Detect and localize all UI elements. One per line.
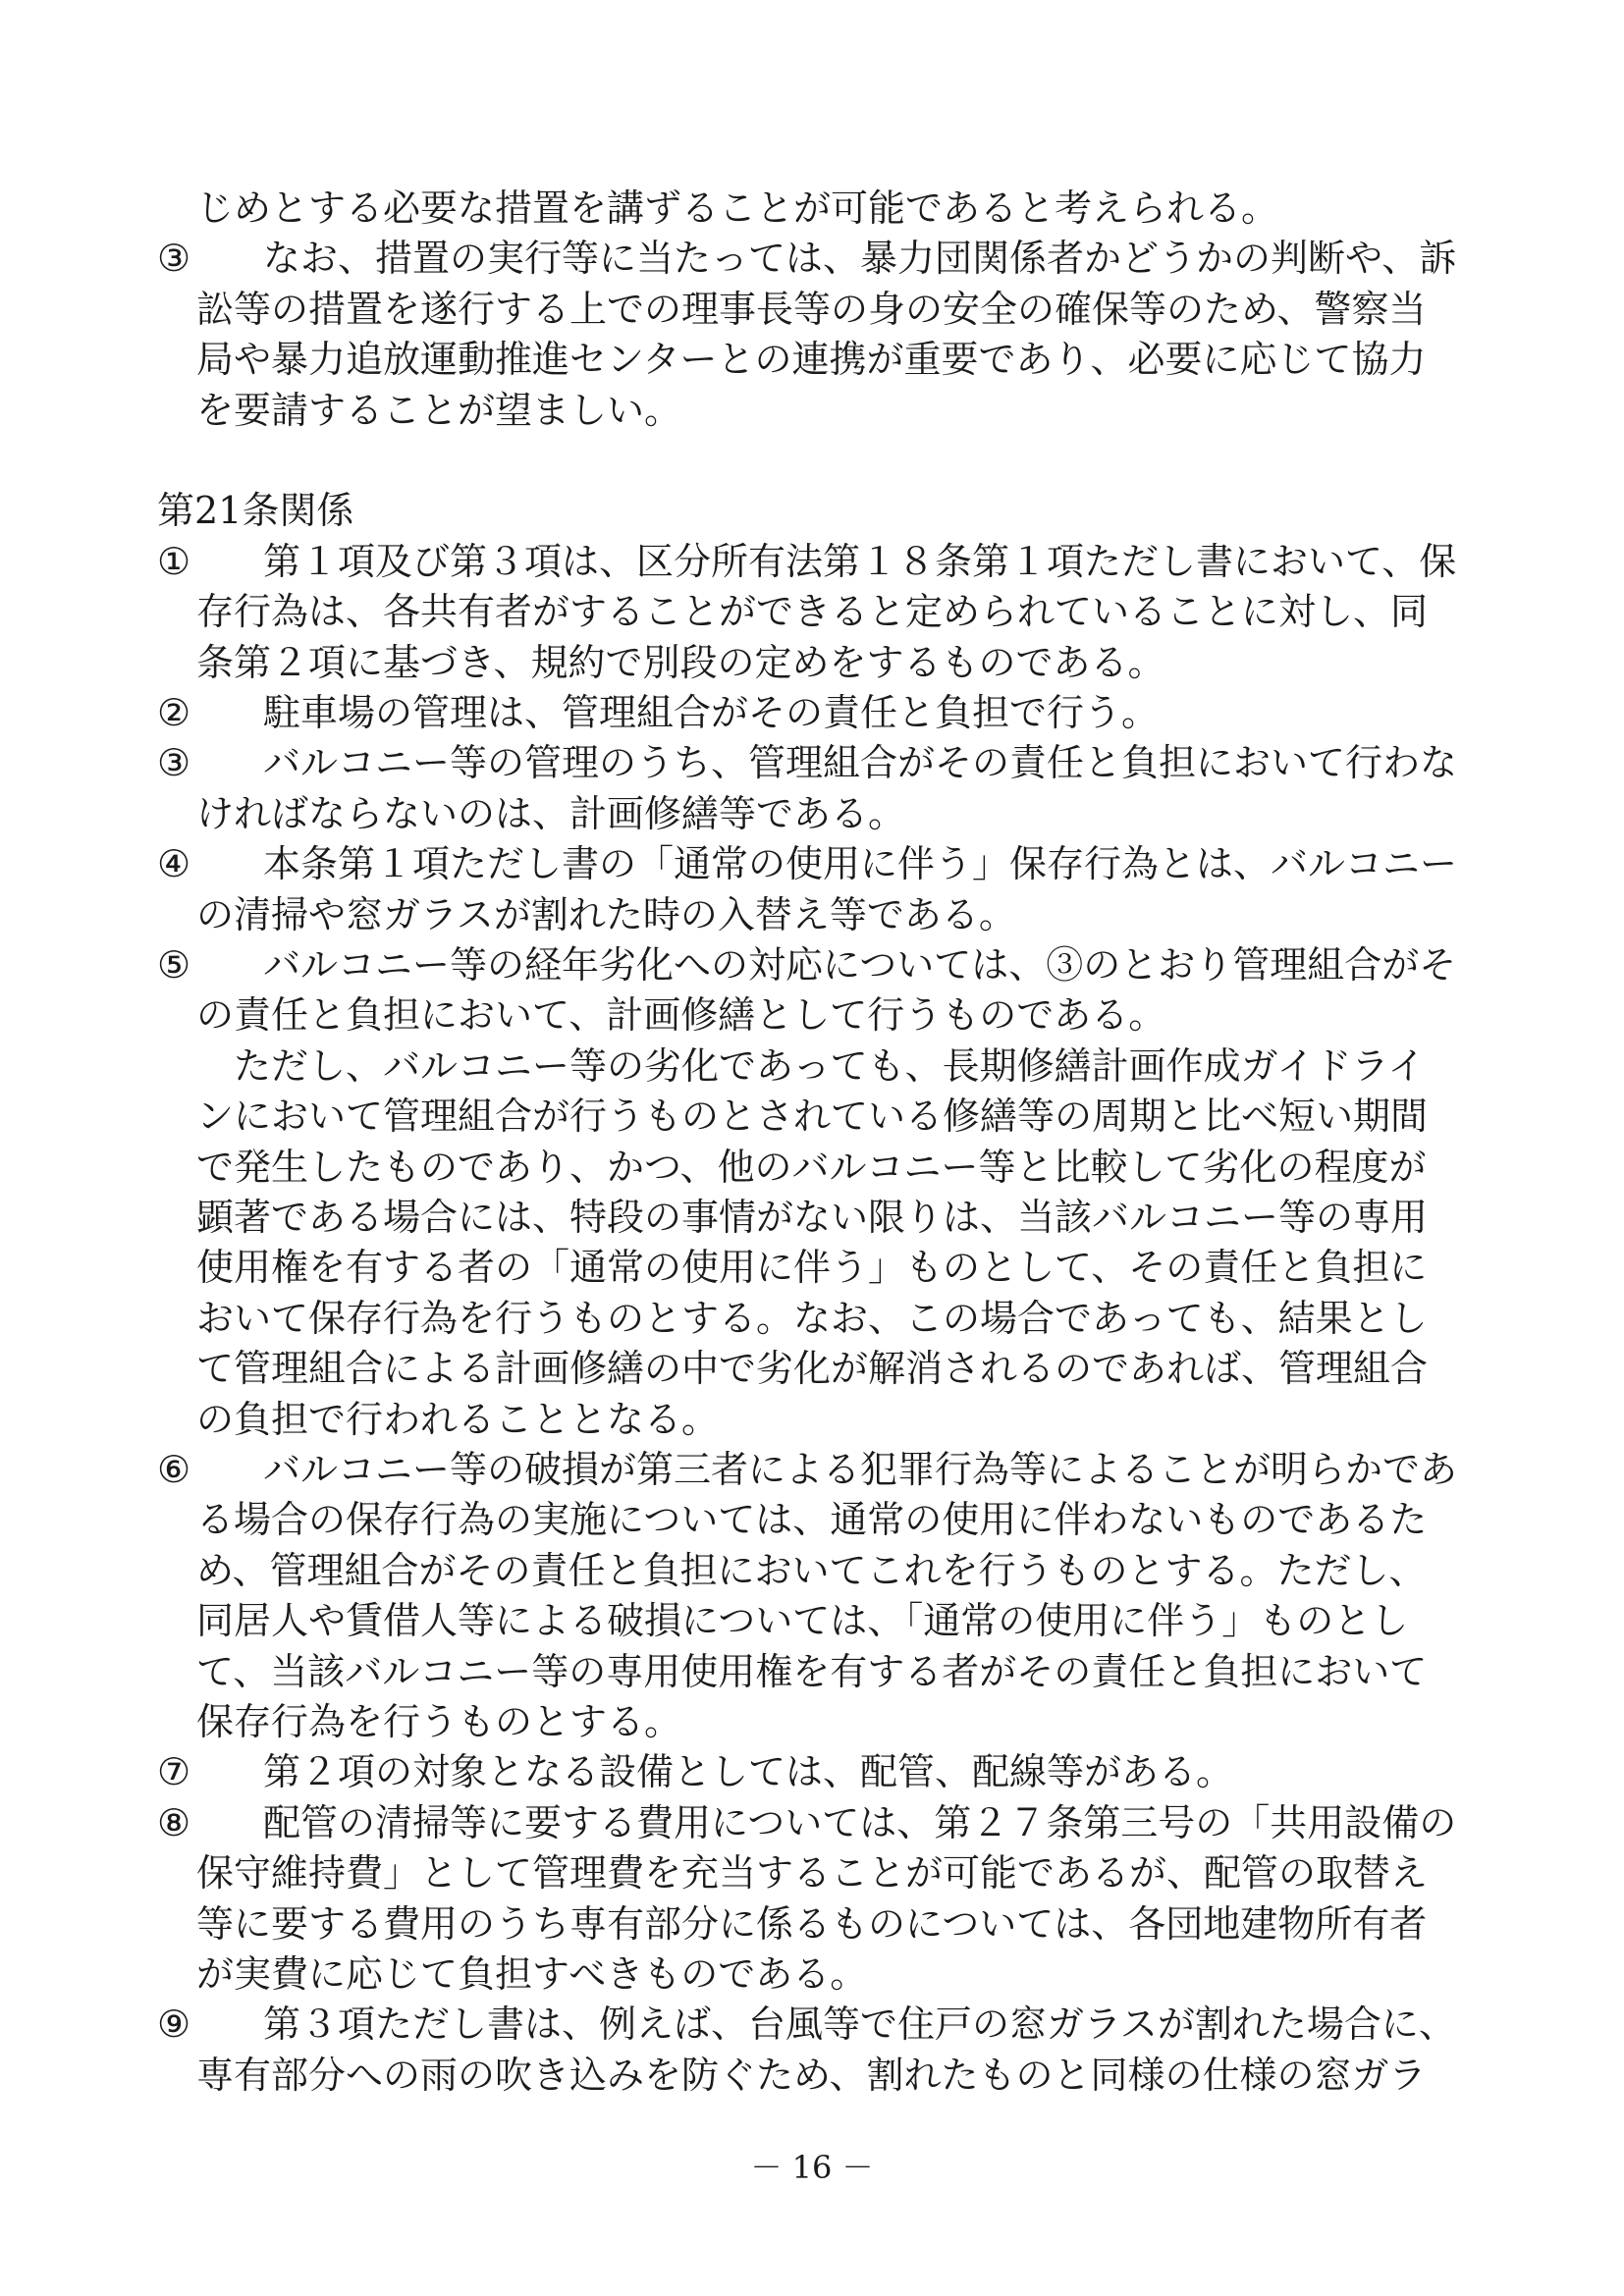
item-number: ② (157, 691, 191, 734)
text-line (157, 741, 1457, 784)
text-line (157, 1448, 1457, 1491)
item-number: ⑤ (157, 943, 191, 987)
line-text: おいて保存行為を行うものとする。なお、この場合であっても、結果とし (196, 1296, 1428, 1340)
line-text: を要請することが望ましい。 (196, 388, 682, 432)
line-text: 第３項ただし書は、例えば、台風等で住戸の窓ガラスが割れた場合に、 (226, 2002, 1456, 2047)
line-text: 顕著である場合には、特段の事情がない限りは、当該バルコニー等の専用 (196, 1196, 1429, 1239)
line-text: 条第２項に基づき、規約で別段の定めをするものである。 (196, 640, 1165, 684)
text-line (157, 1801, 1456, 1844)
line-text: ければならないのは、計画修繕等である。 (196, 791, 906, 835)
line-text: じめとする必要な措置を講ずることが可能であると考えられる。 (196, 187, 1279, 230)
text-line (196, 187, 1278, 230)
line-text: 第21条関係 (157, 489, 354, 533)
line-text: て、当該バルコニー等の専用使用権を有する者がその責任と負担において (196, 1649, 1428, 1693)
text-line (196, 1650, 1427, 1693)
line-text: の清掃や窓ガラスが割れた時の入替え等である。 (196, 892, 1016, 936)
item-number: ③ (157, 237, 191, 281)
line-text: 第２項の対象となる設備としては、配管、配線等がある。 (226, 1750, 1234, 1794)
page-number: － 16 － (750, 2149, 874, 2186)
text-line (196, 1196, 1428, 1239)
text-line (196, 2054, 1426, 2097)
text-line (196, 641, 1164, 684)
item-number: ⑦ (157, 1750, 191, 1794)
text-line (196, 792, 905, 835)
line-text: め、管理組合がその責任と負担においてこれを行うものとする。ただし、 (196, 1548, 1427, 1592)
text-line (196, 1851, 1428, 1895)
line-text: 第１項及び第３項は、区分所有法第１８条第１項ただし書において、保 (226, 539, 1457, 583)
item-number: ⑨ (157, 2002, 191, 2047)
line-text: ただし、バルコニー等の劣化であっても、長期修繕計画作成ガイドライ (196, 1043, 1426, 1088)
line-text: 局や暴力追放運動推進センターとの連携が重要であり、必要に応じて協力 (196, 338, 1427, 382)
line-text: バルコニー等の管理のうち、管理組合がその責任と負担において行わな (226, 741, 1458, 785)
line-text: で発生したものであり、かつ、他のバルコニー等と比較して劣化の程度が (196, 1145, 1427, 1189)
text-line (196, 1146, 1426, 1189)
text-line (196, 1549, 1426, 1592)
text-line (196, 993, 1165, 1037)
line-text: 本条第１項ただし書の「通常の使用に伴う」保存行為とは、バルコニー (226, 842, 1458, 886)
text-line (157, 540, 1456, 583)
item-number: ④ (157, 842, 191, 886)
text-line (196, 1347, 1428, 1390)
item-number: ⑧ (157, 1800, 191, 1844)
line-text: の責任と負担において、計画修繕として行うものである。 (196, 993, 1166, 1038)
line-text: ンにおいて管理組合が行うものとされている修繕等の周期と比べ短い期間 (196, 1095, 1429, 1139)
text-line (196, 1498, 1427, 1541)
text-line (157, 1750, 1233, 1793)
line-text: 駐車場の管理は、管理組合がその責任と負担で行う。 (226, 691, 1160, 734)
text-line (196, 1044, 1425, 1088)
text-line (196, 1398, 719, 1441)
line-text: 同居人や賃借人等による破損については、「通常の使用に伴う」ものとし (196, 1599, 1409, 1643)
line-text: 配管の清掃等に要する費用については、第２７条第三号の「共用設備の (226, 1800, 1457, 1844)
text-line (157, 943, 1456, 987)
text-line (196, 893, 1016, 936)
text-line (196, 389, 681, 432)
text-line (196, 1952, 867, 1996)
text-line (157, 2002, 1456, 2046)
line-text: 使用権を有する者の「通常の使用に伴う」ものとして、その責任と負担に (196, 1246, 1428, 1290)
item-number: ① (157, 539, 191, 583)
line-text: 存行為は、各共有者がすることができると定められていることに対し、同 (196, 590, 1429, 634)
text-line (196, 288, 1426, 331)
text-line (196, 1246, 1427, 1289)
line-text: バルコニー等の破損が第三者による犯罪行為等によることが明らかであ (226, 1448, 1458, 1491)
text-line (196, 1095, 1428, 1138)
line-text: 専有部分への雨の吹き込みを防ぐため、割れたものと同様の仕様の窓ガラ (196, 2053, 1427, 2097)
text-line (157, 691, 1159, 734)
line-text: なお、措置の実行等に当たっては、暴力団関係者かどうかの判断や、訴 (226, 237, 1457, 281)
text-line (157, 489, 353, 532)
line-text: の負担で行われることとなる。 (196, 1397, 720, 1441)
text-line (196, 1599, 1408, 1642)
text-line (157, 842, 1457, 885)
line-text: る場合の保存行為の実施については、通常の使用に伴わないものであるた (196, 1498, 1428, 1542)
line-text: 保守維持費」として管理費を充当することが可能であるが、配管の取替え (196, 1851, 1429, 1896)
text-line (196, 338, 1426, 381)
line-text: 訟等の措置を遂行する上での理事長等の身の安全の確保等のため、警察当 (196, 287, 1427, 331)
line-text: て管理組合による計画修繕の中で劣化が解消されるのであれば、管理組合 (196, 1347, 1429, 1391)
item-number: ⑥ (157, 1448, 191, 1491)
line-text: 等に要する費用のうち専有部分に係るものについては、各団地建物所有者 (196, 1901, 1428, 1946)
line-text: が実費に応じて負担すべきものである。 (196, 1952, 868, 1996)
line-text: バルコニー等の経年劣化への対応については、③のとおり管理組合がそ (226, 943, 1457, 987)
text-line (196, 1700, 681, 1743)
text-line (196, 590, 1428, 633)
item-number: ③ (157, 741, 191, 785)
text-line (196, 1902, 1427, 1946)
text-line (157, 237, 1456, 280)
text-line (196, 1297, 1428, 1340)
line-text: 保存行為を行うものとする。 (196, 1700, 682, 1743)
